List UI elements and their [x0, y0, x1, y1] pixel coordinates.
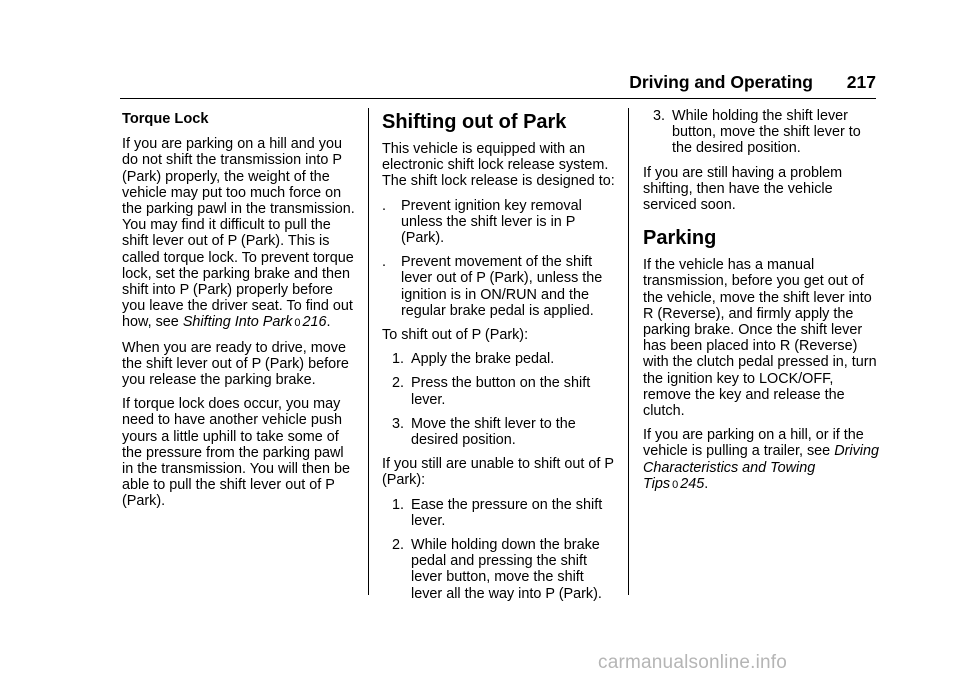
shift-lock-intro: This vehicle is equipped with an electronic shift lock release system. The shift lock release is designed to:: [382, 141, 615, 190]
column-2: [382, 108, 618, 610]
parking-paragraph-1: If the vehicle has a manual transmission, before you get out of the vehicle, move the shift lever into R (Reverse), and firmly apply the parking brake. Once the shift lever has been placed into R (Reverse) with the clutch pedal pressed in, turn the ignition key to LOCK/OFF, remove the key and release the clutch.: [643, 257, 877, 420]
problem-paragraph: If you are still having a problem shifting, then have the vehicle serviced soon.: [643, 164, 843, 214]
bullet-marker: .: [382, 254, 386, 271]
steps-intro: To shift out of P (Park):: [382, 327, 529, 344]
bullet-text: Prevent ignition key removal unless the shift lever is in P (Park).: [401, 197, 582, 247]
list-item: [382, 497, 618, 529]
list-item: [382, 254, 618, 319]
list-item: [382, 416, 618, 448]
step-text: Press the button on the shift lever.: [411, 375, 591, 408]
heading-shifting-out-of-park: Shifting out of Park: [382, 111, 567, 133]
step-number: 1.: [392, 351, 405, 368]
column-3: [643, 108, 879, 501]
column-divider-2: [628, 108, 629, 595]
step-number: 3.: [392, 415, 405, 432]
watermark: carmanualsonline.info: [598, 652, 788, 673]
list-item: [382, 351, 618, 367]
list-item: [382, 375, 618, 407]
link-shifting-into-park[interactable]: Shifting Into Park: [182, 314, 293, 331]
parking-paragraph-2: [643, 427, 879, 493]
page-ref-arrow-icon: 0: [294, 317, 301, 330]
bullet-marker: .: [382, 197, 386, 214]
step-text: Apply the brake pedal.: [411, 351, 555, 368]
sentence-end: .: [326, 314, 331, 331]
step-number: 2.: [392, 375, 405, 392]
step-text: Move the shift lever to the desired position.: [411, 415, 576, 449]
page-ref-216[interactable]: 216: [302, 314, 327, 331]
link-driving-characteristics[interactable]: Driving Characteristics and Towing Tips: [643, 443, 879, 492]
step-number: 3.: [653, 108, 666, 124]
step-number: 1.: [392, 496, 405, 513]
page-header: [120, 70, 876, 99]
section-title: Driving and Operating: [629, 72, 813, 92]
torque-lock-paragraph-1: [122, 136, 358, 331]
list-item: [643, 108, 879, 157]
step-text: Ease the pressure on the shift lever.: [411, 496, 603, 529]
list-item: [382, 198, 618, 247]
step-text: While holding the shift lever button, move the shift lever to the desired position.: [672, 108, 861, 157]
step-text: While holding down the brake pedal and pressing the shift lever button, move the shift lever all the way into P (Park).: [411, 537, 602, 602]
heading-parking: Parking: [643, 227, 717, 250]
parking-text: If you are parking on a hill, or if the vehicle is pulling a trailer, see: [643, 427, 864, 460]
list-item: [382, 537, 618, 602]
sentence-end: .: [704, 475, 709, 492]
torque-lock-paragraph-3: If torque lock does occur, you may need to have another vehicle push yours a little uphill to take some of the pressure from the parking pawl in the transmission. You will then be able to pull the shift lever out of P (Park).: [122, 396, 350, 510]
torque-lock-paragraph-2: When you are ready to drive, move the shift lever out of P (Park) before you release the parking brake.: [122, 339, 349, 389]
heading-torque-lock: Torque Lock: [122, 111, 209, 127]
step-number: 2.: [392, 537, 405, 554]
page-number: 217: [846, 72, 876, 92]
bullet-text: Prevent movement of the shift lever out of P (Park), unless the ignition is in ON/RUN and the regular brake pedal is applied.: [401, 254, 603, 319]
torque-lock-text: If you are parking on a hill and you do not shift the transmission into P (Park) properly, the weight of the vehicle may put too much force on the parking pawl in the transmission. You may find it difficult to pull the shift lever out of P (Park). This is called torque lock. To prevent torque lock, set the parking brake and then shift into P (Park) properly before you leave the driver seat. To find out how, see: [122, 136, 355, 331]
page-ref-245[interactable]: 245: [680, 475, 705, 492]
page-ref-arrow-icon: 0: [672, 478, 679, 491]
unable-intro: If you still are unable to shift out of P (Park):: [382, 456, 614, 489]
column-1: [122, 108, 358, 518]
column-divider-1: [368, 108, 369, 595]
